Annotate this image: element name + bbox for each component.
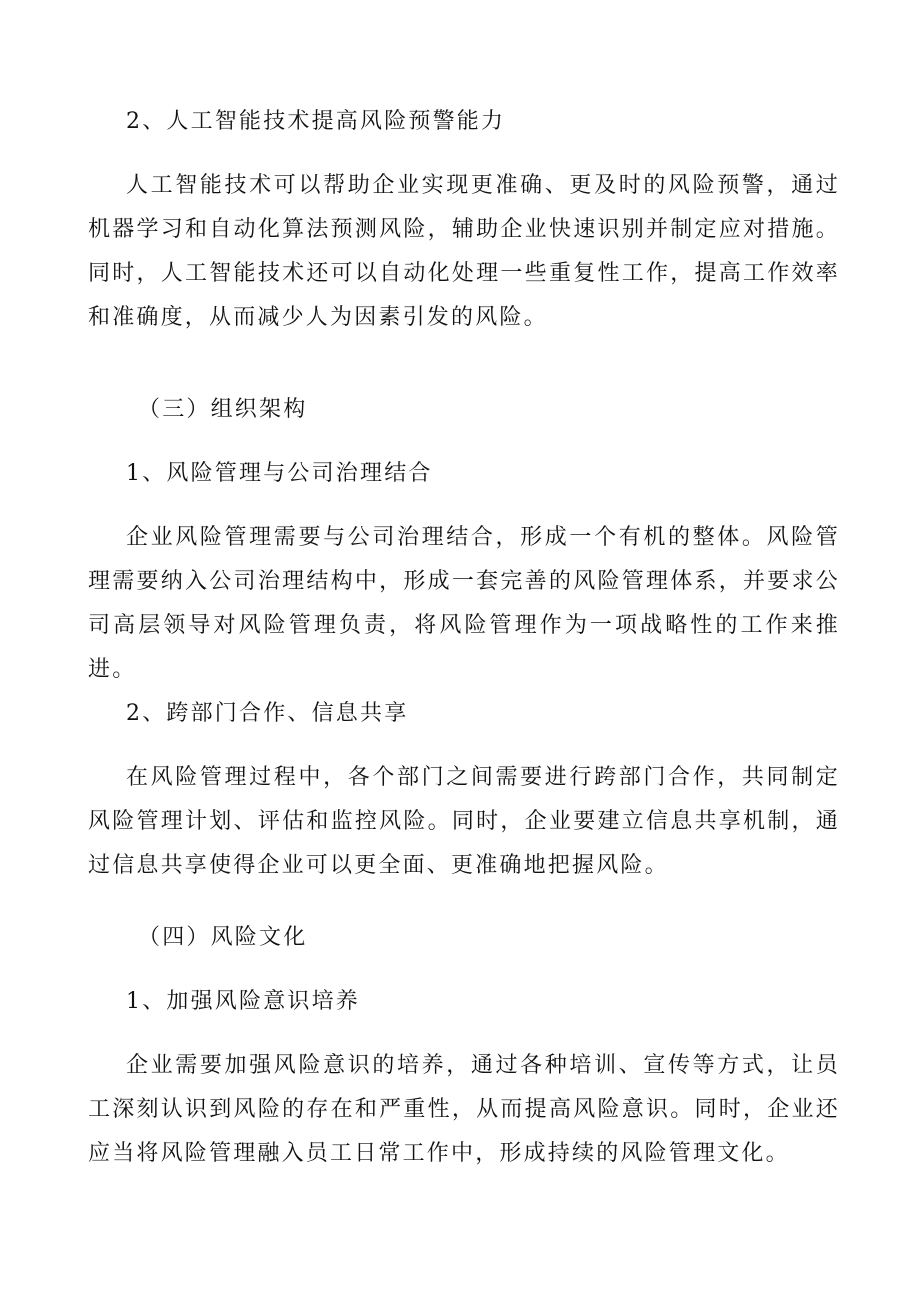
subheading-risk-awareness: 1、加强风险意识培养	[126, 989, 360, 1014]
paragraph-risk-governance: 企业风险管理需要与公司治理结合，形成一个有机的整体。风险管理需要纳入公司治理结构中，形成一套完善的风险管理体系，并要求公司高层领导对风险管理负责，将风险管理作为一项战略性的工作来推进。	[88, 525, 840, 682]
subheading-ai-risk-warning: 2、人工智能技术提高风险预警能力	[126, 109, 506, 134]
subheading-cross-department: 2、跨部门合作、信息共享	[126, 701, 409, 726]
paragraph-ai-risk-warning: 人工智能技术可以帮助企业实现更准确、更及时的风险预警，通过机器学习和自动化算法预测风险，辅助企业快速识别并制定应对措施。同时，人工智能技术还可以自动化处理一些重复性工作，提高工作效率和准确度，从而减少人为因素引发的风险。	[88, 173, 840, 330]
section-heading-risk-culture: （四）风险文化	[138, 925, 308, 950]
paragraph-risk-awareness: 企业需要加强风险意识的培养，通过各种培训、宣传等方式，让员工深刻认识到风险的存在和严重性，从而提高风险意识。同时，企业还应当将风险管理融入员工日常工作中，形成持续的风险管理文化。	[88, 1053, 840, 1166]
paragraph-cross-department: 在风险管理过程中，各个部门之间需要进行跨部门合作，共同制定风险管理计划、评估和监控风险。同时，企业要建立信息共享机制，通过信息共享使得企业可以更全面、更准确地把握风险。	[88, 765, 840, 878]
section-heading-organization: （三）组织架构	[138, 397, 308, 422]
subheading-risk-governance: 1、风险管理与公司治理结合	[126, 461, 433, 486]
